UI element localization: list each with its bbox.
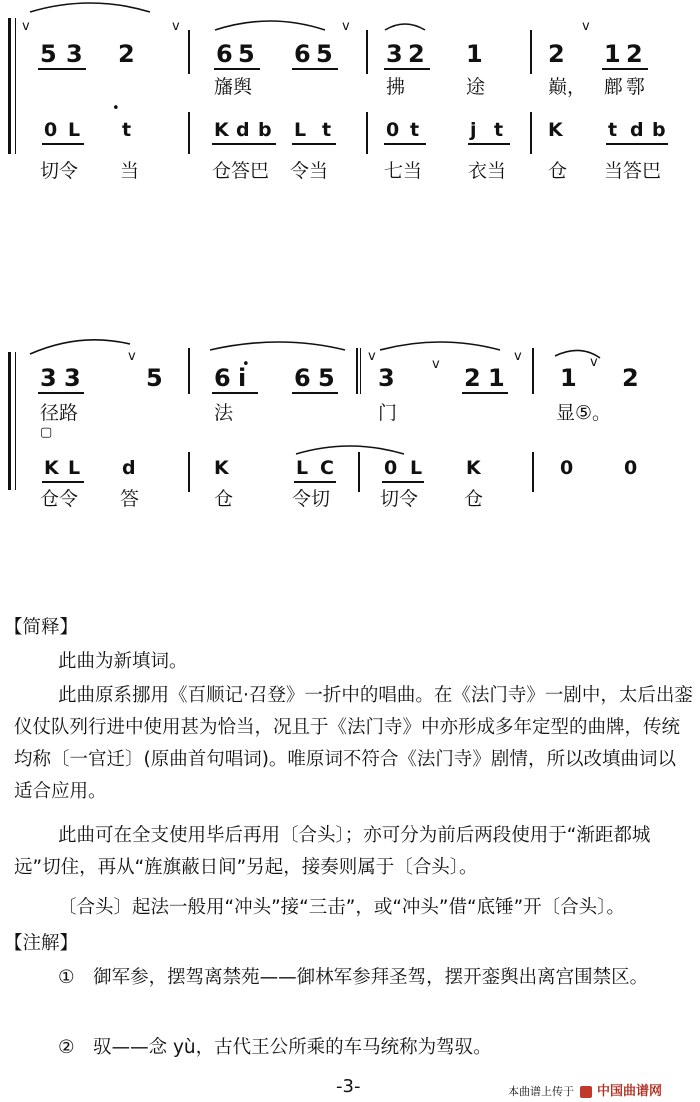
- percussion-syllable: 七当: [384, 160, 423, 182]
- slur: [0, 0, 700, 40]
- percussion-mark: t: [322, 119, 332, 141]
- percussion-mark: d: [236, 119, 250, 141]
- section-heading-commentary: 【简释】: [4, 617, 79, 638]
- melody-note: 3: [66, 40, 83, 68]
- percussion-syllable: 仓: [548, 160, 568, 182]
- beat-underline: [38, 392, 84, 394]
- melody-note: 6: [214, 364, 231, 392]
- percussion-syllable: 答: [120, 488, 140, 510]
- percussion-mark: L: [68, 119, 81, 141]
- beat-underline: [292, 392, 338, 394]
- octave-dot: •: [242, 357, 250, 372]
- footnote: ① 御军参，摆驾离禁苑——御林军参拜圣驾，摆开銮舆出离宫围禁区。: [58, 967, 649, 988]
- lyric: 显⑤。: [556, 402, 612, 424]
- percussion-mark: 0: [44, 119, 58, 141]
- lyric: 旛舆: [214, 76, 253, 98]
- melody-note: 2: [622, 364, 639, 392]
- percussion-mark: t: [494, 119, 504, 141]
- lyric-mark: ▢: [40, 425, 53, 440]
- percussion-syllable: 令当: [290, 160, 329, 182]
- percussion-mark: b: [652, 119, 666, 141]
- percussion-mark: K: [466, 457, 481, 479]
- barline: [366, 112, 368, 154]
- percussion-syllable: 切令: [380, 488, 419, 510]
- upload-credit: [508, 1080, 662, 1099]
- site-logo-icon: [580, 1086, 592, 1098]
- lyric: 法: [214, 402, 234, 424]
- beat-underline: [38, 68, 86, 70]
- melody-note: 1: [560, 364, 577, 392]
- percussion-mark: K: [214, 119, 229, 141]
- slur: [0, 436, 700, 466]
- percussion-syllable: 当答巴: [604, 160, 662, 182]
- percussion-syllable: 仓令: [40, 488, 79, 510]
- percussion-mark: t: [122, 119, 132, 141]
- percussion-mark: L: [68, 457, 81, 479]
- melody-note: 1: [604, 40, 621, 68]
- beat-underline: [212, 392, 258, 394]
- melody-note: 6: [216, 40, 233, 68]
- percussion-mark: L: [296, 457, 309, 479]
- slur: [0, 330, 700, 370]
- lyric: 拂: [386, 76, 406, 98]
- melody-note: 1: [466, 40, 483, 68]
- bracket-inner-line: [15, 352, 16, 490]
- accent-mark: v: [590, 355, 598, 370]
- melody-note: 2: [464, 364, 481, 392]
- accent-mark: v: [368, 349, 376, 364]
- percussion-mark: j: [470, 119, 477, 141]
- lyric: 鄠: [626, 76, 646, 98]
- commentary-paragraph: 此曲原系挪用《百顺记·召登》一折中的唱曲。在《法门寺》一剧中，太后出銮仪仗队列行进中使用甚为恰当，况且于《法门寺》中亦形成多年定型的曲牌，传统均称〔一官迁〕(原曲首句唱词)。唯原词不符合《法门寺》剧情，所以改填曲词以适合应用。: [14, 685, 693, 802]
- percussion-mark: L: [294, 119, 307, 141]
- percussion-mark: b: [258, 119, 272, 141]
- percussion-syllable: 衣当: [468, 160, 507, 182]
- beat-underline: [606, 143, 668, 145]
- score-system-1: [0, 0, 700, 182]
- melody-note: 3: [40, 364, 57, 392]
- percussion-syllable: 仓答巴: [212, 160, 270, 182]
- barline: [188, 112, 190, 154]
- beat-underline: [468, 143, 510, 145]
- lyric: 鄜: [604, 76, 624, 98]
- accent-mark: v: [432, 357, 440, 372]
- beat-underline: [292, 143, 336, 145]
- melody-note: 5: [238, 40, 255, 68]
- lyric: 途: [466, 76, 486, 98]
- system-bracket: [8, 352, 11, 490]
- score-system-2: [0, 330, 700, 510]
- percussion-mark: K: [548, 119, 563, 141]
- beat-underline: [384, 68, 430, 70]
- percussion-mark: 0: [624, 457, 638, 479]
- accent-mark: v: [172, 19, 180, 34]
- commentary-paragraph: 〔合头〕起法一般用“冲头”接“三击”，或“冲头”借“底锤”开〔合头〕。: [58, 897, 625, 918]
- page-number: -3-: [336, 1076, 361, 1097]
- accent-mark: v: [128, 349, 136, 364]
- percussion-mark: 0: [560, 457, 574, 479]
- credit-text: 本曲谱上传于: [508, 1085, 574, 1098]
- commentary-paragraph: 此曲为新填词。: [58, 651, 188, 672]
- section-heading-notes: 【注解】: [4, 933, 79, 954]
- melody-note: 5: [316, 40, 333, 68]
- percussion-mark: 0: [386, 119, 400, 141]
- barline: [530, 112, 532, 154]
- commentary-paragraph: 此曲可在全支使用毕后再用〔合头〕；亦可分为前后两段使用于“渐距都城远”切住，再从“旌旗蔽日间”另起，接奏则属于〔合头〕。: [14, 825, 651, 878]
- beat-underline: [384, 143, 426, 145]
- accent-mark: •: [112, 101, 120, 116]
- lyric: 门: [378, 402, 398, 424]
- melody-note: 5: [40, 40, 57, 68]
- melody-note: 1: [488, 364, 505, 392]
- melody-note: 6: [294, 40, 311, 68]
- beat-underline: [42, 143, 84, 145]
- beat-underline: [602, 68, 648, 70]
- melody-note: 6: [294, 364, 311, 392]
- percussion-mark: L: [410, 457, 423, 479]
- accent-mark: v: [22, 19, 30, 34]
- footnote: ② 驭——念 yù，古代王公所乘的车马统称为驾驭。: [58, 1037, 492, 1058]
- beat-underline: [382, 481, 424, 483]
- percussion-mark: C: [320, 457, 334, 479]
- melody-note: 5: [318, 364, 335, 392]
- beat-underline: [214, 68, 260, 70]
- melody-note: 5: [146, 364, 163, 392]
- percussion-mark: t: [410, 119, 420, 141]
- percussion-mark: t: [608, 119, 618, 141]
- melody-note: i: [238, 364, 247, 392]
- percussion-mark: K: [214, 457, 229, 479]
- percussion-syllable: 当: [120, 160, 140, 182]
- lyric: 径路: [40, 402, 79, 424]
- site-name: 中国曲谱网: [597, 1084, 663, 1099]
- accent-mark: v: [514, 349, 522, 364]
- melody-note: 2: [548, 40, 565, 68]
- melody-note: 3: [386, 40, 403, 68]
- beat-underline: [294, 481, 336, 483]
- percussion-mark: 0: [384, 457, 398, 479]
- percussion-syllable: 仓: [214, 488, 234, 510]
- percussion-syllable: 切令: [40, 160, 79, 182]
- beat-underline: [212, 143, 276, 145]
- melody-note: 3: [64, 364, 81, 392]
- beat-underline: [462, 392, 508, 394]
- accent-mark: v: [342, 19, 350, 34]
- accent-mark: v: [582, 19, 590, 34]
- percussion-mark: K: [44, 457, 59, 479]
- melody-note: 2: [118, 40, 135, 68]
- beat-underline: [42, 481, 84, 483]
- melody-note: 3: [378, 364, 395, 392]
- melody-note: 2: [626, 40, 643, 68]
- percussion-mark: d: [630, 119, 644, 141]
- beat-underline: [292, 68, 338, 70]
- lyric: 巅，: [548, 76, 587, 98]
- percussion-syllable: 仓: [464, 488, 484, 510]
- percussion-mark: d: [122, 457, 136, 479]
- melody-note: 2: [408, 40, 425, 68]
- percussion-syllable: 令切: [292, 488, 331, 510]
